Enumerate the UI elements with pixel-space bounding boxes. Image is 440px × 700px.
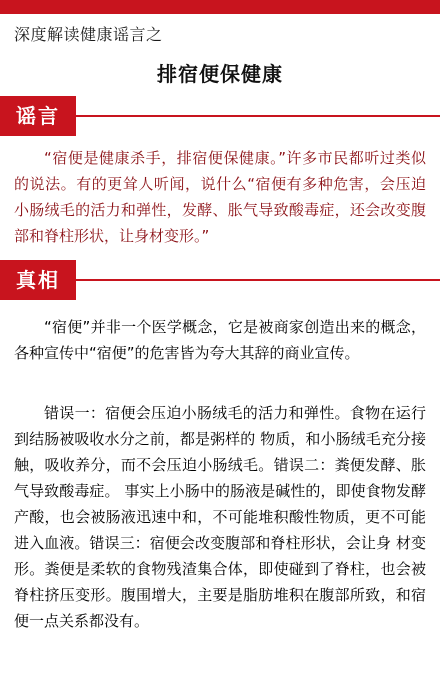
truth-paragraph-1: “宿便”并非一个医学概念，它是被商家创造出来的概念，各种宣传中“宿便”的危害皆为夸大其辞的商业宣传。 — [14, 318, 426, 362]
myth-section-header — [0, 96, 440, 136]
myth-paragraph: “宿便是健康杀手，排宿便保健康。”许多市民都听过类似的说法。有的更耸人听闻，说什么“宿便有多种危害，会压迫小肠绒毛的活力和弹性，发酵、胀气导致酸毒症，还会改变腹部和脊柱形状，让身材变形。” — [14, 149, 426, 245]
myth-tag: 谣言 — [0, 96, 76, 136]
top-accent-bar — [0, 0, 440, 14]
truth-section-header — [0, 260, 440, 300]
truth-tag: 真相 — [0, 260, 76, 300]
article-title: 排宿便保健康 — [157, 62, 283, 86]
truth-paragraph-2: 错误一：宿便会压迫小肠绒毛的活力和弹性。食物在运行到结肠被吸收水分之前，都是粥样的 物质，和小肠绒毛充分接触，吸收养分，而不会压迫小肠绒毛。错误二：粪便发酵、胀气导致酸毒症。 事实上小肠中的肠液是碱性的，即使食物发酵产酸，也会被肠液迅速中和，不可能堆积酸性物质，更不可能进入血液。错误三：宿便会改变腹部和脊柱形状，会让身 材变形。粪便是柔软的食物残渣集合体，即使碰到了脊柱，也会被脊柱挤压变形。腹围增大，主要是脂肪堆积在腹部所致，和宿便一点关系都没有。 — [14, 404, 426, 630]
series-title: 深度解读健康谣言之 — [14, 25, 163, 44]
